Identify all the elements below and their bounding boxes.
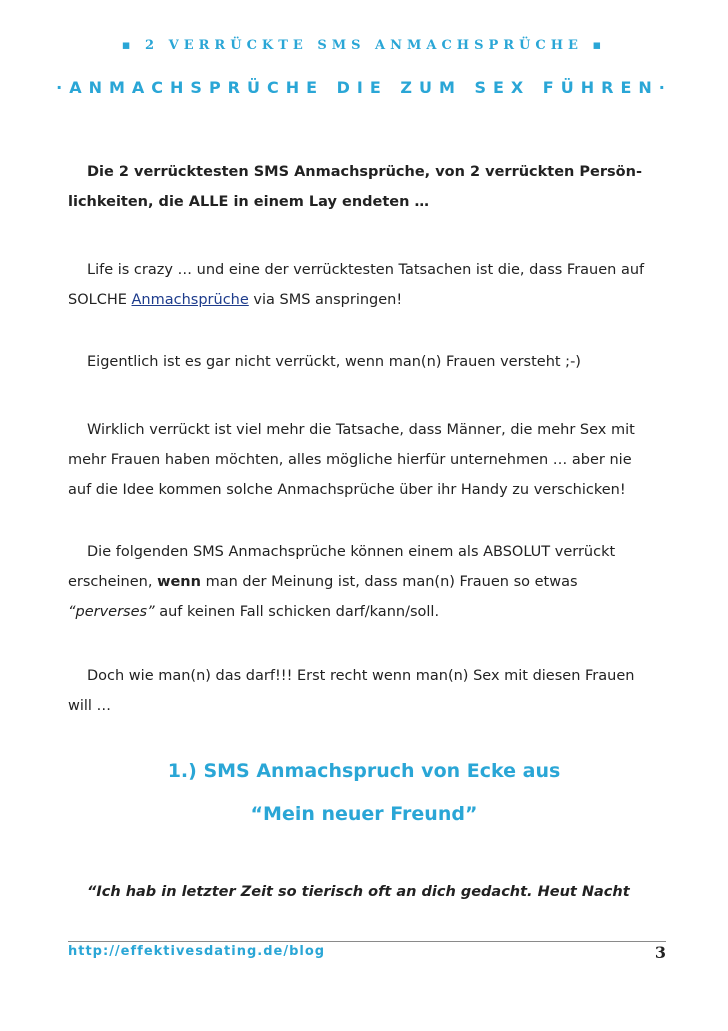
paragraph-line xyxy=(68,567,668,597)
paragraph-line: mehr Frauen haben möchten, alles mögliche hierfür unternehmen … aber nie xyxy=(68,452,632,468)
paragraph-line: Die folgenden SMS Anmachsprüche können einem als ABSOLUT verrückt xyxy=(87,544,616,560)
footer-divider xyxy=(68,941,666,942)
anmachsprueche-link[interactable]: Anmachsprüche xyxy=(131,292,249,308)
paragraph-line: auf die Idee kommen solche Anmachsprüche über ihr Handy zu verschicken! xyxy=(68,482,626,498)
text-fragment: SOLCHE xyxy=(68,292,132,308)
paragraph-line xyxy=(68,285,668,315)
intro-paragraph xyxy=(68,157,668,217)
text-fragment: via SMS anspringen! xyxy=(248,292,403,308)
section-heading: 1.) SMS Anmachspruch von Ecke aus xyxy=(167,760,561,782)
paragraph-line xyxy=(68,597,668,627)
page-number: 3 xyxy=(654,943,666,962)
paragraph-line: Doch wie man(n) das darf!!! Erst recht wenn man(n) Sex mit diesen Frauen xyxy=(87,668,635,684)
section-subheading: “Mein neuer Freund” xyxy=(250,803,478,825)
running-header-title: ▪ 2 VERRÜCKTE SMS ANMACHSPRÜCHE ▪ xyxy=(121,38,607,53)
emphasis-perverses: “perverses” xyxy=(68,604,155,620)
paragraph-die-folgenden xyxy=(68,537,668,627)
emphasis-wenn: wenn xyxy=(157,574,201,590)
paragraph-eigentlich xyxy=(68,347,668,377)
text-fragment: auf keinen Fall schicken darf/kann/soll. xyxy=(154,604,440,620)
quote-paragraph xyxy=(68,877,668,907)
paragraph-line: will … xyxy=(68,698,112,714)
footer-url-link[interactable]: http://effektivesdating.de/blog xyxy=(68,944,326,959)
intro-line-1: Die 2 verrücktesten SMS Anmachsprüche, von 2 verrückten Persön- xyxy=(87,164,642,180)
quote-line: “Ich hab in letzter Zeit so tierisch oft an dich gedacht. Heut Nacht xyxy=(87,884,630,900)
paragraph-wirklich-verrueckt xyxy=(68,415,668,505)
text-fragment: man der Meinung ist, dass man(n) Frauen so etwas xyxy=(200,574,578,590)
paragraph-line: Eigentlich ist es gar nicht verrückt, wenn man(n) Frauen versteht ;-) xyxy=(87,354,581,370)
paragraph-line: Life is crazy … und eine der verrücktesten Tatsachen ist die, dass Frauen auf xyxy=(87,262,645,278)
paragraph-line: Wirklich verrückt ist viel mehr die Tatsache, dass Männer, die mehr Sex mit xyxy=(87,422,635,438)
intro-line-2: lichkeiten, die ALLE in einem Lay endeten … xyxy=(68,194,429,210)
text-fragment: erscheinen, xyxy=(68,574,158,590)
paragraph-doch-wie xyxy=(68,661,668,721)
paragraph-life-is-crazy xyxy=(68,255,668,315)
running-header-subtitle: ·ANMACHSPRÜCHE DIE ZUM SEX FÜHREN· xyxy=(56,78,672,97)
